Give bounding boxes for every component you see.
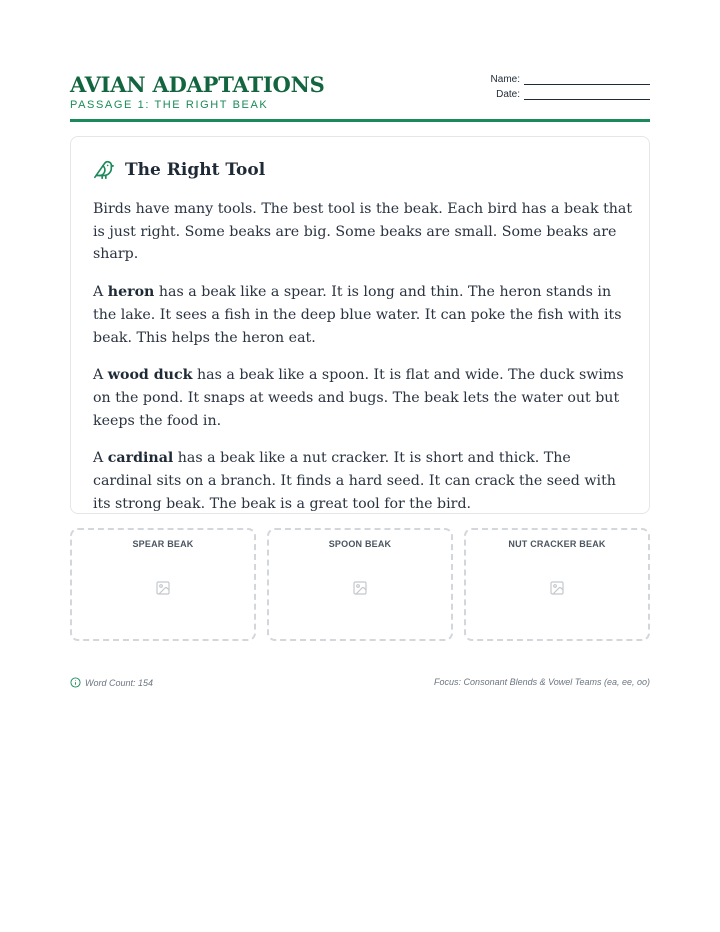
word-count <box>70 677 153 688</box>
info-icon <box>70 677 81 688</box>
bird-icon <box>93 159 115 181</box>
spear-beak-image-box[interactable] <box>70 528 256 641</box>
word-count-text: Word Count: 154 <box>85 677 154 688</box>
passage-heading <box>93 159 265 181</box>
bird-name-wood-duck: wood duck <box>107 367 193 384</box>
image-icon <box>352 580 368 596</box>
bird-name-heron: heron <box>107 284 155 301</box>
paragraph-intro <box>93 198 633 266</box>
name-label: Name: <box>490 74 520 85</box>
image-icon <box>549 580 565 596</box>
nut-cracker-beak-image-box[interactable] <box>464 528 650 641</box>
paragraph-text: has a beak like a spoon. It is flat and wide. The duck swims on the pond. It snaps at weeds and bugs. The beak lets the water out but keeps the food in. <box>93 367 624 429</box>
date-label: Date: <box>496 89 520 100</box>
spoon-beak-image-box[interactable] <box>267 528 453 641</box>
paragraph-text: has a beak like a nut cracker. It is short and thick. The cardinal sits on a branch. It finds a hard seed. It can crack the seed with its strong beak. The beak is a great tool for the bird. <box>93 450 616 512</box>
image-box-label: NUT CRACKER BEAK <box>508 539 606 549</box>
name-row <box>480 70 650 85</box>
page-subtitle: PASSAGE 1: THE RIGHT BEAK <box>70 99 269 111</box>
paragraph-heron <box>93 281 633 349</box>
page-title: AVIAN ADAPTATIONS <box>70 72 325 97</box>
paragraph-text: Birds have many tools. The best tool is the beak. Each bird has a beak that is just right. Some beaks are big. Some beaks are small. Some beaks are sharp. <box>93 201 633 263</box>
paragraph-lead: A <box>93 284 108 301</box>
paragraph-wood-duck <box>93 364 633 432</box>
passage-card <box>70 136 650 514</box>
bird-name-cardinal: cardinal <box>107 450 174 467</box>
paragraph-lead: A <box>93 367 108 384</box>
paragraph-cardinal <box>93 447 633 515</box>
paragraph-lead: A <box>93 450 108 467</box>
student-info <box>480 70 650 100</box>
name-field[interactable] <box>524 76 650 85</box>
paragraph-text: has a beak like a spear. It is long and thin. The heron stands in the lake. It sees a fish in the deep blue water. It can poke the fish with its beak. This helps the heron eat. <box>93 284 622 346</box>
image-box-label: SPEAR BEAK <box>132 539 194 549</box>
date-field[interactable] <box>524 91 650 100</box>
focus-note: Focus: Consonant Blends & Vowel Teams (ea, ee, oo) <box>434 677 650 687</box>
passage-body <box>93 198 633 530</box>
worksheet-footer <box>70 677 650 691</box>
passage-title: The Right Tool <box>125 160 266 180</box>
date-row <box>480 85 650 100</box>
image-box-label: SPOON BEAK <box>328 539 392 549</box>
image-icon <box>155 580 171 596</box>
image-placeholder-row <box>70 528 650 641</box>
worksheet-header <box>70 70 650 122</box>
